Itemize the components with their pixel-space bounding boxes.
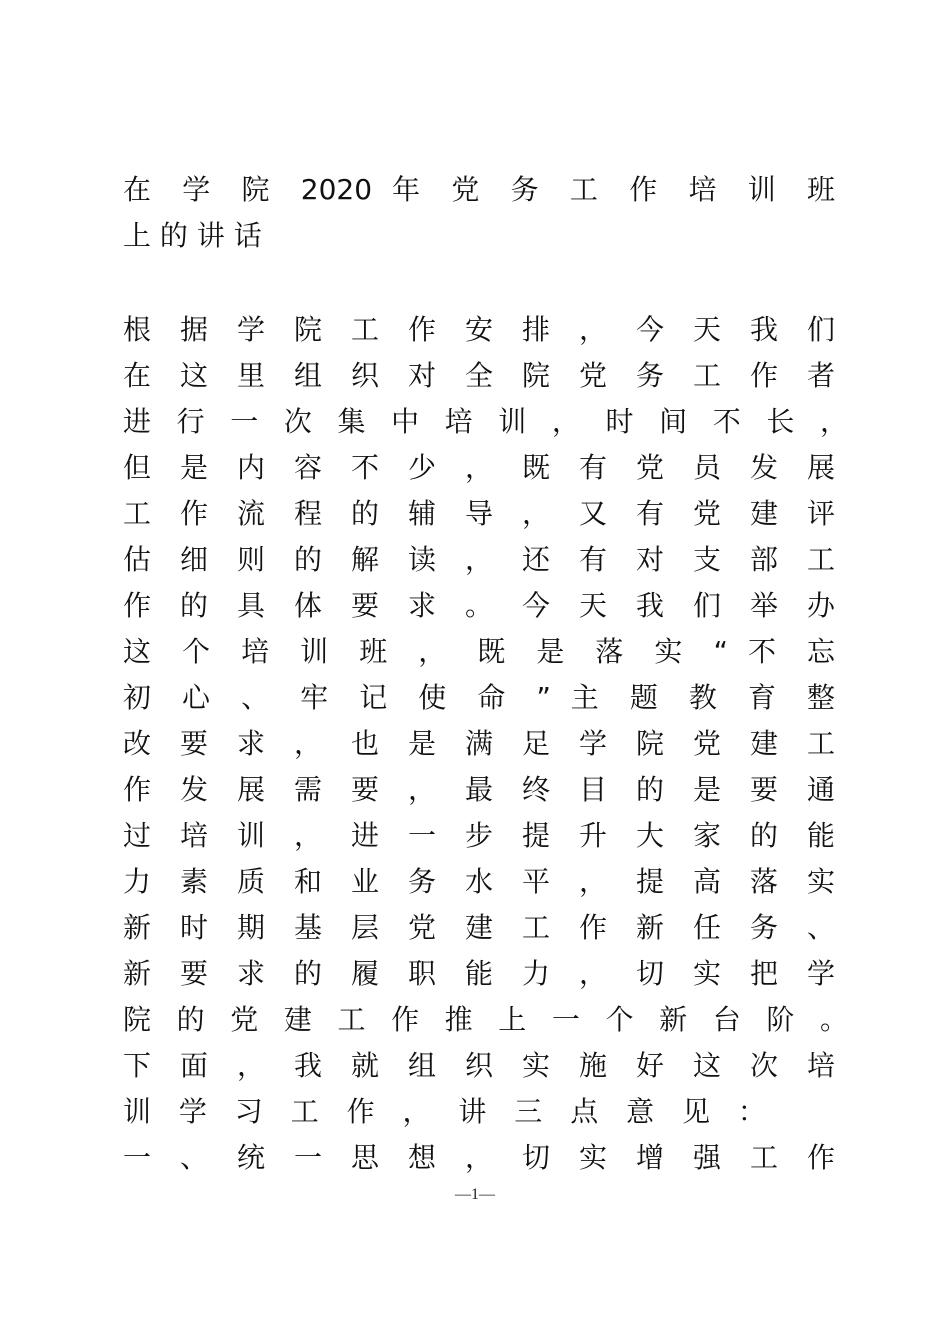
body-line-12: 过 培 训 ， 进 一 步 提 升 大 家 的 能 bbox=[123, 819, 835, 852]
body-line-4: 但 是 内 容 不 少 ， 既 有 党 员 发 展 bbox=[123, 451, 835, 484]
body-line-19: 一 、 统 一 思 想 ， 切 实 增 强 工 作 bbox=[123, 1141, 835, 1174]
body-line-18: 训 学 习 工 作 ， 讲 三 点 意 见 ： bbox=[123, 1095, 766, 1128]
body-line-6: 估 细 则 的 解 读 ， 还 有 对 支 部 工 bbox=[123, 543, 835, 576]
body-line-11: 作 发 展 需 要 ， 最 终 目 的 是 要 通 bbox=[123, 773, 835, 806]
title-line-2: 上 的 讲 话 bbox=[123, 219, 262, 252]
page-number: —1— bbox=[455, 1186, 495, 1203]
body-line-13: 力 素 质 和 业 务 水 平 ， 提 高 落 实 bbox=[123, 865, 835, 898]
body-line-10: 改 要 求 ， 也 是 满 足 学 院 党 建 工 bbox=[123, 727, 835, 760]
body-line-3: 进 行 一 次 集 中 培 训 ， 时 间 不 长 ， bbox=[123, 405, 848, 438]
body-line-14: 新 时 期 基 层 党 建 工 作 新 任 务 、 bbox=[123, 911, 835, 944]
body-line-1: 根 据 学 院 工 作 安 排 ， 今 天 我 们 bbox=[123, 313, 835, 346]
body-line-2: 在 这 里 组 织 对 全 院 党 务 工 作 者 bbox=[123, 359, 835, 392]
body-line-5: 工 作 流 程 的 辅 导 ， 又 有 党 建 评 bbox=[123, 497, 835, 530]
body-line-7: 作 的 具 体 要 求 。 今 天 我 们 举 办 bbox=[123, 589, 835, 622]
body-line-8: 这 个 培 训 班 ， 既 是 落 实 “ 不 忘 bbox=[123, 635, 835, 668]
title-line-1: 在 学 院 2020 年 党 务 工 作 培 训 班 bbox=[123, 173, 835, 206]
body-line-17: 下 面 ， 我 就 组 织 实 施 好 这 次 培 bbox=[123, 1049, 835, 1082]
body-line-16: 院 的 党 建 工 作 推 上 一 个 新 台 阶 。 bbox=[123, 1003, 848, 1036]
body-line-15: 新 要 求 的 履 职 能 力 ， 切 实 把 学 bbox=[123, 957, 835, 990]
body-line-9: 初 心 、 牢 记 使 命 ” 主 题 教 育 整 bbox=[123, 681, 835, 714]
